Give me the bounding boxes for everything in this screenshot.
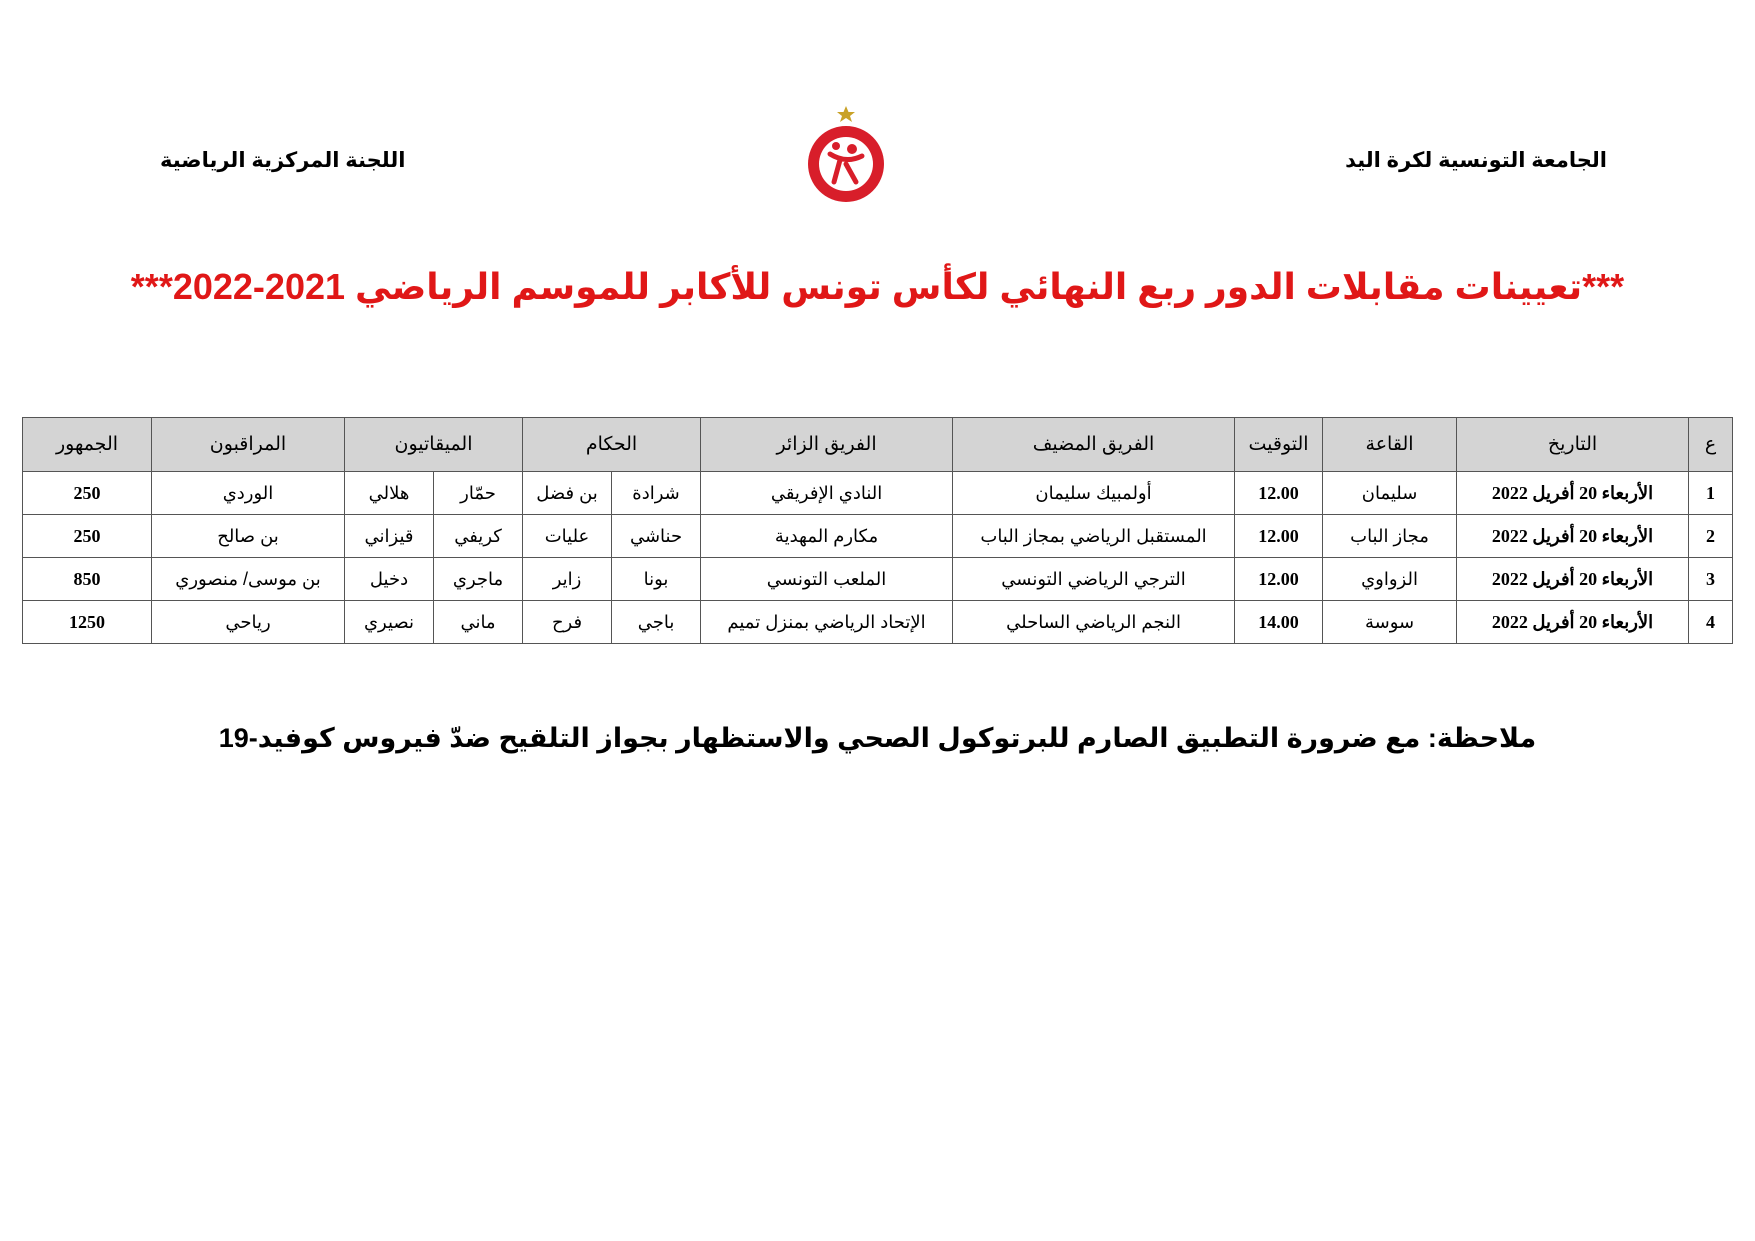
cell-time: 12.00 bbox=[1235, 515, 1323, 558]
cell-venue: الزواوي bbox=[1323, 558, 1457, 601]
table-row bbox=[23, 515, 1733, 558]
committee-name: اللجنة المركزية الرياضية bbox=[160, 149, 406, 172]
cell-observer: رياحي bbox=[152, 601, 345, 644]
logo-graphic bbox=[800, 104, 892, 204]
cell-venue: مجاز الباب bbox=[1323, 515, 1457, 558]
cell-observer: الوردي bbox=[152, 472, 345, 515]
cell-num: 4 bbox=[1689, 601, 1733, 644]
table-row bbox=[23, 601, 1733, 644]
cell-timekeeper-2: قيزاني bbox=[345, 515, 434, 558]
cell-timekeeper-2: دخيل bbox=[345, 558, 434, 601]
cell-timekeeper-1: كريفي bbox=[434, 515, 523, 558]
cell-num: 2 bbox=[1689, 515, 1733, 558]
cell-away: مكارم المهدية bbox=[701, 515, 953, 558]
cell-date: الأربعاء 20 أفريل 2022 bbox=[1457, 472, 1689, 515]
cell-referee-1: باجي bbox=[612, 601, 701, 644]
header-referees: الحكام bbox=[523, 418, 701, 472]
cell-home: أولمبيك سليمان bbox=[953, 472, 1235, 515]
cell-time: 12.00 bbox=[1235, 472, 1323, 515]
cell-referee-1: حناشي bbox=[612, 515, 701, 558]
header-num: ع bbox=[1689, 418, 1733, 472]
cell-num: 3 bbox=[1689, 558, 1733, 601]
cell-date: الأربعاء 20 أفريل 2022 bbox=[1457, 515, 1689, 558]
header-time: التوقيت bbox=[1235, 418, 1323, 472]
cell-venue: سليمان bbox=[1323, 472, 1457, 515]
cell-away: الإتحاد الرياضي بمنزل تميم bbox=[701, 601, 953, 644]
header-observers: المراقبون bbox=[152, 418, 345, 472]
header-crowd: الجمهور bbox=[23, 418, 152, 472]
header-venue: القاعة bbox=[1323, 418, 1457, 472]
cell-home: النجم الرياضي الساحلي bbox=[953, 601, 1235, 644]
cell-num: 1 bbox=[1689, 472, 1733, 515]
cell-date: الأربعاء 20 أفريل 2022 bbox=[1457, 601, 1689, 644]
cell-referee-2: زاير bbox=[523, 558, 612, 601]
cell-referee-2: فرح bbox=[523, 601, 612, 644]
cell-venue: سوسة bbox=[1323, 601, 1457, 644]
table-row bbox=[23, 558, 1733, 601]
header-home: الفريق المضيف bbox=[953, 418, 1235, 472]
cell-time: 12.00 bbox=[1235, 558, 1323, 601]
assignments-table bbox=[22, 417, 1733, 644]
covid-note: ملاحظة: مع ضرورة التطبيق الصارم للبرتوكول الصحي والاستظهار بجواز التلقيح ضدّ فيروس كوفيد-19 bbox=[218, 723, 1537, 753]
federation-logo bbox=[800, 104, 892, 204]
cell-referee-1: بونا bbox=[612, 558, 701, 601]
cell-time: 14.00 bbox=[1235, 601, 1323, 644]
cell-crowd: 850 bbox=[23, 558, 152, 601]
cell-observer: بن موسى/ منصوري bbox=[152, 558, 345, 601]
federation-name: الجامعة التونسية لكرة اليد bbox=[1345, 149, 1607, 172]
cell-timekeeper-1: ماني bbox=[434, 601, 523, 644]
page-title: ***تعيينات مقابلات الدور ربع النهائي لكأس تونس للأكابر للموسم الرياضي 2021-2022*** bbox=[130, 266, 1625, 307]
table-header-row bbox=[23, 418, 1733, 472]
cell-home: المستقبل الرياضي بمجاز الباب bbox=[953, 515, 1235, 558]
header-date: التاريخ bbox=[1457, 418, 1689, 472]
cell-referee-2: عليات bbox=[523, 515, 612, 558]
cell-away: الملعب التونسي bbox=[701, 558, 953, 601]
cell-observer: بن صالح bbox=[152, 515, 345, 558]
cell-home: الترجي الرياضي التونسي bbox=[953, 558, 1235, 601]
cell-referee-1: شرادة bbox=[612, 472, 701, 515]
cell-crowd: 1250 bbox=[23, 601, 152, 644]
cell-timekeeper-1: حمّار bbox=[434, 472, 523, 515]
header-away: الفريق الزائر bbox=[701, 418, 953, 472]
cell-crowd: 250 bbox=[23, 472, 152, 515]
header-timekeepers: الميقاتيون bbox=[345, 418, 523, 472]
cell-away: النادي الإفريقي bbox=[701, 472, 953, 515]
cell-timekeeper-2: نصيري bbox=[345, 601, 434, 644]
cell-referee-2: بن فضل bbox=[523, 472, 612, 515]
cell-timekeeper-1: ماجري bbox=[434, 558, 523, 601]
cell-timekeeper-2: هلالي bbox=[345, 472, 434, 515]
cell-crowd: 250 bbox=[23, 515, 152, 558]
table-row bbox=[23, 472, 1733, 515]
cell-date: الأربعاء 20 أفريل 2022 bbox=[1457, 558, 1689, 601]
